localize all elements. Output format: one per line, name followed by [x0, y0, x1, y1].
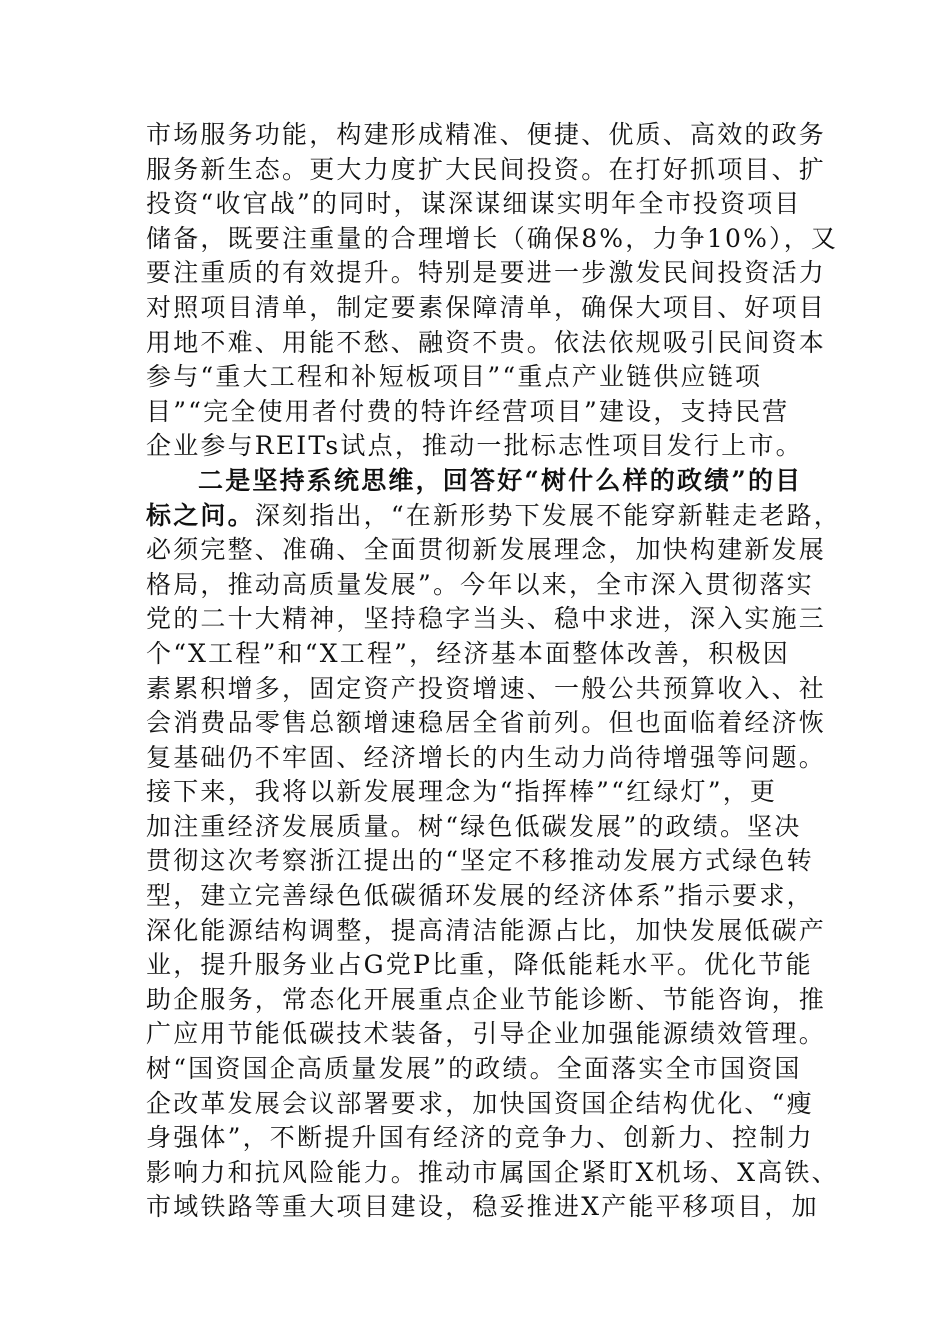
line-text: 助企服务，常态化开展重点企业节能诊断、节能咨询，推: [146, 984, 827, 1014]
text-line: [146, 602, 846, 637]
line-text: 影响力和抗风险能力。推动市属国企紧盯X机场、X高铁、: [146, 1157, 839, 1187]
text-line: [146, 1017, 846, 1052]
section-heading: 标之问。: [146, 500, 255, 530]
line-text: 目”“完全使用者付费的特许经营项目”建设，支持民营: [146, 396, 790, 426]
text-line: [146, 879, 846, 914]
line-text: 党的二十大精神，坚持稳字当头、稳中求进，深入实施三: [146, 604, 827, 634]
line-text: 复基础仍不牢固、经济增长的内生动力尚待增强等问题。: [146, 742, 827, 772]
line-text: 企业参与REITs试点，推动一批标志性项目发行上市。: [146, 431, 803, 461]
text-line: [146, 1121, 846, 1156]
text-line: [146, 429, 846, 464]
line-text: 广应用节能低碳技术装备，引导企业加强能源绩效管理。: [146, 1019, 827, 1049]
text-line: [146, 153, 846, 188]
text-line: [146, 326, 846, 361]
body-text: [146, 118, 846, 1225]
text-line: [146, 948, 846, 983]
line-text: 格局，推动高质量发展”。今年以来，全市深入贯彻落实: [146, 569, 814, 599]
line-text: 贯彻这次考察浙江提出的“坚定不移推动发展方式绿色转: [146, 846, 814, 876]
line-text: 接下来，我将以新发展理念为“指挥棒”“红绿灯”，更: [146, 777, 778, 807]
text-line: [146, 637, 846, 672]
text-line: [146, 1190, 846, 1225]
text-line: [146, 568, 846, 603]
line-text: 用地不难、用能不愁、融资不贵。依法依规吸引民间资本: [146, 327, 827, 357]
text-line: [146, 187, 846, 222]
line-text: 企改革发展会议部署要求，加快国资国企结构优化、“瘦: [146, 1088, 814, 1118]
text-line: [146, 1087, 846, 1122]
text-line: [146, 222, 846, 257]
text-line: [146, 706, 846, 741]
line-text: 市场服务功能，构建形成精准、便捷、优质、高效的政务: [146, 120, 827, 149]
line-text: 要注重质的有效提升。特别是要进一步激发民间投资活力: [146, 258, 827, 288]
text-line: [146, 256, 846, 291]
text-line: [146, 775, 846, 810]
line-text: 投资“收官战”的同时，谋深谋细谋实明年全市投资项目: [146, 189, 802, 219]
text-line: [146, 291, 846, 326]
line-text: 加注重经济发展质量。树“绿色低碳发展”的政绩。坚决: [146, 811, 802, 841]
text-line: [146, 741, 846, 776]
line-text: 必须完整、准确、全面贯彻新发展理念，加快构建新发展: [146, 535, 827, 565]
line-text: 业，提升服务业占G党P比重，降低能耗水平。优化节能: [146, 950, 813, 980]
line-text: 树“国资国企高质量发展”的政绩。全面落实全市国资国: [146, 1054, 802, 1084]
text-line: [146, 844, 846, 879]
text-line: [146, 983, 846, 1018]
text-line: [146, 360, 846, 395]
line-text: 身强体”，不断提升国有经济的竞争力、创新力、控制力: [146, 1123, 814, 1153]
text-line: [146, 914, 846, 949]
line-text: 深化能源结构调整，提高清洁能源占比，加快发展低碳产: [146, 915, 827, 945]
line-text: 市域铁路等重大项目建设，稳妥推进X产能平移项目，加: [146, 1192, 819, 1222]
text-line: [146, 810, 846, 845]
line-text: 对照项目清单，制定要素保障清单，确保大项目、好项目: [146, 292, 827, 322]
line-text: 型，建立完善绿色低碳循环发展的经济体系”指示要求，: [146, 881, 814, 911]
text-line: [146, 118, 846, 153]
section-heading-line: [146, 499, 846, 534]
text-line: [146, 1052, 846, 1087]
line-text: 参与“重大工程和补短板项目”“重点产业链供应链项: [146, 362, 763, 392]
line-text: 储备，既要注重量的合理增长（确保8%，力争10%），又: [146, 223, 839, 253]
line-text: 服务新生态。更大力度扩大民间投资。在打好抓项目、扩: [146, 154, 827, 184]
section-heading: 二是坚持系统思维，回答好“树什么样的政绩”的目: [198, 465, 803, 495]
line-text: 个“X工程”和“X工程”，经济基本面整体改善，积极因: [146, 638, 790, 668]
section-heading-line: [146, 464, 846, 499]
text-line: [146, 533, 846, 568]
text-line: [146, 672, 846, 707]
line-text: 会消费品零售总额增速稳居全省前列。但也面临着经济恢: [146, 708, 827, 738]
line-text: 深刻指出，“在新形势下发展不能穿新鞋走老路，: [254, 500, 841, 530]
line-text: 素累积增多，固定资产投资增速、一般公共预算收入、社: [146, 673, 827, 703]
text-line: [146, 1156, 846, 1191]
text-line: [146, 395, 846, 430]
